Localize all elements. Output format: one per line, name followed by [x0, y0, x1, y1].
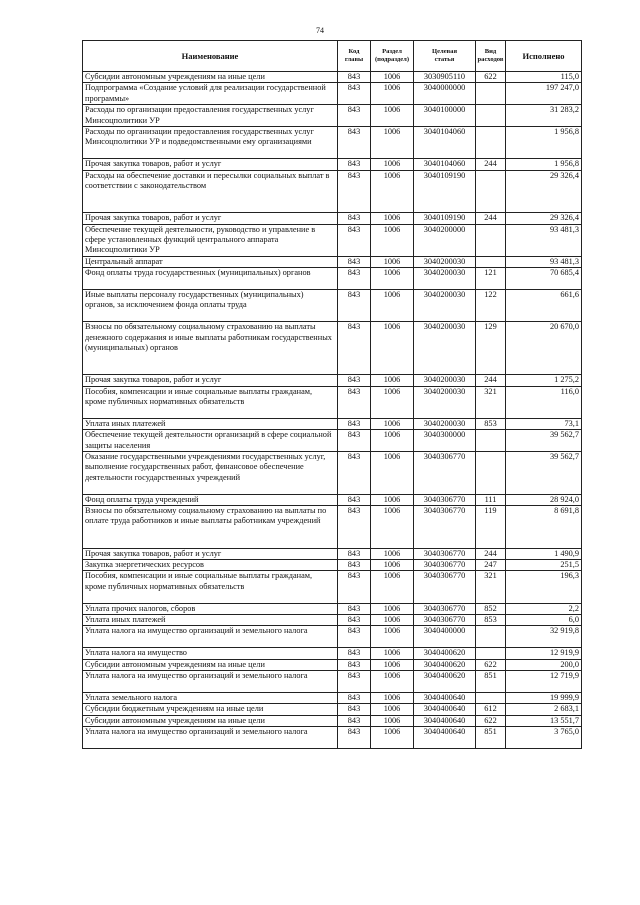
row-type — [476, 626, 506, 648]
row-target: 3040109190 — [414, 170, 476, 213]
row-name: Подпрограмма «Создание условий для реализации государственной программы» — [83, 83, 338, 105]
row-target: 3040400620 — [414, 671, 476, 693]
row-type — [476, 452, 506, 495]
table-row — [83, 548, 582, 559]
row-section: 1006 — [371, 506, 414, 549]
row-section: 1006 — [371, 290, 414, 322]
row-section: 1006 — [371, 105, 414, 127]
row-type: 244 — [476, 159, 506, 170]
table-row — [83, 418, 582, 429]
row-type: 122 — [476, 290, 506, 322]
table-row — [83, 715, 582, 726]
row-target: 3040306770 — [414, 452, 476, 495]
row-total: 19 999,9 — [506, 692, 582, 703]
row-section: 1006 — [371, 430, 414, 452]
row-code: 843 — [338, 560, 371, 571]
table-row — [83, 692, 582, 703]
row-name: Обеспечение текущей деятельности, руководство и управление в сфере установленных функций центрального аппарата Минсоцполитики УР — [83, 224, 338, 256]
row-code: 843 — [338, 256, 371, 267]
row-type: 244 — [476, 375, 506, 386]
table-row — [83, 375, 582, 386]
row-target: 3040400620 — [414, 659, 476, 670]
row-section: 1006 — [371, 452, 414, 495]
table-header — [83, 41, 582, 72]
row-total: 93 481,3 — [506, 224, 582, 256]
table-row — [83, 560, 582, 571]
row-name: Расходы по организации предоставления государственных услуг Минсоцполитики УР и подведомственными ему организациями — [83, 127, 338, 159]
row-name: Уплата налога на имущество организаций и земельного налога — [83, 626, 338, 648]
row-section: 1006 — [371, 159, 414, 170]
row-code: 843 — [338, 375, 371, 386]
row-name: Субсидии автономным учреждениям на иные цели — [83, 72, 338, 83]
row-type: 321 — [476, 571, 506, 603]
row-target: 3040200030 — [414, 418, 476, 429]
row-section: 1006 — [371, 418, 414, 429]
row-name: Расходы на обеспечение доставки и пересылки социальных выплат в соответствии с законодательством — [83, 170, 338, 213]
row-name: Взносы по обязательному социальному страхованию на выплаты по оплате труда работников и иные выплаты работникам учреждений — [83, 506, 338, 549]
table-row — [83, 571, 582, 603]
row-code: 843 — [338, 548, 371, 559]
header-name: Наименование — [83, 41, 338, 72]
row-section: 1006 — [371, 72, 414, 83]
row-name: Прочая закупка товаров, работ и услуг — [83, 159, 338, 170]
row-type: 612 — [476, 704, 506, 715]
table-row — [83, 268, 582, 290]
row-type: 321 — [476, 386, 506, 418]
row-section: 1006 — [371, 626, 414, 648]
header-code: Код главы — [338, 41, 371, 72]
row-code: 843 — [338, 83, 371, 105]
table-row — [83, 430, 582, 452]
row-target: 3040306770 — [414, 571, 476, 603]
table-row — [83, 671, 582, 693]
row-name: Уплата иных платежей — [83, 615, 338, 626]
row-target: 3040306770 — [414, 615, 476, 626]
row-section: 1006 — [371, 322, 414, 375]
row-type — [476, 692, 506, 703]
row-type: 851 — [476, 671, 506, 693]
row-name: Обеспечение текущей деятельности организаций в сфере социальной защиты населения — [83, 430, 338, 452]
row-target: 3030905110 — [414, 72, 476, 83]
row-type: 129 — [476, 322, 506, 375]
row-name: Прочая закупка товаров, работ и услуг — [83, 548, 338, 559]
row-target: 3040300000 — [414, 430, 476, 452]
row-code: 843 — [338, 386, 371, 418]
row-type: 247 — [476, 560, 506, 571]
row-name: Субсидии автономным учреждениям на иные цели — [83, 659, 338, 670]
row-total: 196,3 — [506, 571, 582, 603]
row-total: 28 924,0 — [506, 494, 582, 505]
row-code: 843 — [338, 648, 371, 659]
row-total: 2 683,1 — [506, 704, 582, 715]
table-row — [83, 506, 582, 549]
row-name: Субсидии автономным учреждениям на иные цели — [83, 715, 338, 726]
row-code: 843 — [338, 571, 371, 603]
row-total: 3 765,0 — [506, 727, 582, 749]
row-code: 843 — [338, 704, 371, 715]
row-code: 843 — [338, 692, 371, 703]
table-row — [83, 386, 582, 418]
row-target: 3040200000 — [414, 224, 476, 256]
table-row — [83, 256, 582, 267]
row-section: 1006 — [371, 659, 414, 670]
row-type: 851 — [476, 727, 506, 749]
row-target: 3040200030 — [414, 375, 476, 386]
row-target: 3040400000 — [414, 626, 476, 648]
row-total: 200,0 — [506, 659, 582, 670]
row-code: 843 — [338, 170, 371, 213]
row-total: 39 562,7 — [506, 430, 582, 452]
row-name: Уплата налога на имущество организаций и земельного налога — [83, 727, 338, 749]
row-section: 1006 — [371, 375, 414, 386]
row-code: 843 — [338, 615, 371, 626]
row-code: 843 — [338, 72, 371, 83]
header-target: Целевая статья — [414, 41, 476, 72]
table-row — [83, 615, 582, 626]
row-total: 8 691,8 — [506, 506, 582, 549]
row-name: Пособия, компенсации и иные социальные выплаты гражданам, кроме публичных нормативных обязательств — [83, 386, 338, 418]
row-code: 843 — [338, 418, 371, 429]
row-section: 1006 — [371, 727, 414, 749]
row-code: 843 — [338, 727, 371, 749]
row-type — [476, 430, 506, 452]
row-total: 20 670,0 — [506, 322, 582, 375]
row-target: 3040200030 — [414, 290, 476, 322]
row-section: 1006 — [371, 256, 414, 267]
row-code: 843 — [338, 506, 371, 549]
row-type: 853 — [476, 615, 506, 626]
row-name: Закупка энергетических ресурсов — [83, 560, 338, 571]
table-row — [83, 727, 582, 749]
row-type: 622 — [476, 659, 506, 670]
row-target: 3040109190 — [414, 213, 476, 224]
row-target: 3040100000 — [414, 105, 476, 127]
row-total: 39 562,7 — [506, 452, 582, 495]
table-row — [83, 290, 582, 322]
row-target: 3040306770 — [414, 548, 476, 559]
row-type — [476, 224, 506, 256]
row-name: Уплата земельного налога — [83, 692, 338, 703]
row-type: 622 — [476, 715, 506, 726]
row-section: 1006 — [371, 715, 414, 726]
table-row — [83, 626, 582, 648]
expenditure-table — [82, 40, 582, 749]
table-row — [83, 159, 582, 170]
header-section: Раздел (подраздел) — [371, 41, 414, 72]
row-target: 3040306770 — [414, 494, 476, 505]
row-total: 13 551,7 — [506, 715, 582, 726]
table-row — [83, 648, 582, 659]
row-section: 1006 — [371, 83, 414, 105]
row-total: 73,1 — [506, 418, 582, 429]
row-target: 3040200030 — [414, 386, 476, 418]
row-target: 3040200030 — [414, 268, 476, 290]
row-target: 3040104060 — [414, 159, 476, 170]
row-code: 843 — [338, 626, 371, 648]
table-row — [83, 83, 582, 105]
row-total: 115,0 — [506, 72, 582, 83]
row-total: 661,6 — [506, 290, 582, 322]
row-target: 3040306770 — [414, 506, 476, 549]
row-target: 3040200030 — [414, 256, 476, 267]
row-section: 1006 — [371, 615, 414, 626]
table-row — [83, 704, 582, 715]
row-code: 843 — [338, 213, 371, 224]
row-name: Уплата прочих налогов, сборов — [83, 603, 338, 614]
row-name: Иные выплаты персоналу государственных (муниципальных) органов, за исключением фонда оплаты труда — [83, 290, 338, 322]
table-row — [83, 224, 582, 256]
row-type — [476, 105, 506, 127]
row-target: 3040104060 — [414, 127, 476, 159]
row-section: 1006 — [371, 671, 414, 693]
row-type: 244 — [476, 548, 506, 559]
row-total: 1 956,8 — [506, 127, 582, 159]
row-total: 12 919,9 — [506, 648, 582, 659]
table-row — [83, 322, 582, 375]
row-code: 843 — [338, 494, 371, 505]
row-type: 852 — [476, 603, 506, 614]
row-code: 843 — [338, 159, 371, 170]
row-type: 622 — [476, 72, 506, 83]
row-total: 197 247,0 — [506, 83, 582, 105]
row-total: 93 481,3 — [506, 256, 582, 267]
row-name: Фонд оплаты труда государственных (муниципальных) органов — [83, 268, 338, 290]
row-name: Взносы по обязательному социальному страхованию на выплаты денежного содержания и иные выплаты работникам государственных (муниципальных) органов — [83, 322, 338, 375]
row-section: 1006 — [371, 213, 414, 224]
row-name: Прочая закупка товаров, работ и услуг — [83, 213, 338, 224]
row-target: 3040000000 — [414, 83, 476, 105]
row-type — [476, 83, 506, 105]
row-total: 29 326,4 — [506, 213, 582, 224]
row-target: 3040400640 — [414, 727, 476, 749]
row-total: 2,2 — [506, 603, 582, 614]
row-type — [476, 170, 506, 213]
row-total: 12 719,9 — [506, 671, 582, 693]
table-row — [83, 659, 582, 670]
table-row — [83, 452, 582, 495]
row-section: 1006 — [371, 170, 414, 213]
row-name: Оказание государственными учреждениями государственных услуг, выполнение государственных работ, финансовое обеспечение деятельности государственных учреждений — [83, 452, 338, 495]
row-total: 32 919,8 — [506, 626, 582, 648]
row-name: Прочая закупка товаров, работ и услуг — [83, 375, 338, 386]
row-code: 843 — [338, 452, 371, 495]
row-target: 3040400640 — [414, 692, 476, 703]
row-section: 1006 — [371, 704, 414, 715]
row-total: 116,0 — [506, 386, 582, 418]
row-code: 843 — [338, 127, 371, 159]
table-row — [83, 127, 582, 159]
row-name: Субсидии бюджетным учреждениям на иные цели — [83, 704, 338, 715]
row-type: 119 — [476, 506, 506, 549]
row-section: 1006 — [371, 268, 414, 290]
row-name: Уплата иных платежей — [83, 418, 338, 429]
row-name: Расходы по организации предоставления государственных услуг Минсоцполитики УР — [83, 105, 338, 127]
row-name: Пособия, компенсации и иные социальные выплаты гражданам, кроме публичных нормативных обязательств — [83, 571, 338, 603]
page-number: 74 — [316, 26, 324, 35]
table-row — [83, 494, 582, 505]
row-total: 251,5 — [506, 560, 582, 571]
table-row — [83, 105, 582, 127]
row-name: Уплата налога на имущество — [83, 648, 338, 659]
row-code: 843 — [338, 671, 371, 693]
row-target: 3040306770 — [414, 603, 476, 614]
row-target: 3040306770 — [414, 560, 476, 571]
row-target: 3040400620 — [414, 648, 476, 659]
row-target: 3040400640 — [414, 715, 476, 726]
row-type: 111 — [476, 494, 506, 505]
row-code: 843 — [338, 268, 371, 290]
row-section: 1006 — [371, 571, 414, 603]
header-type: Вид расходов — [476, 41, 506, 72]
table-row — [83, 170, 582, 213]
row-code: 843 — [338, 322, 371, 375]
row-total: 31 283,2 — [506, 105, 582, 127]
row-target: 3040200030 — [414, 322, 476, 375]
row-total: 1 275,2 — [506, 375, 582, 386]
table-row — [83, 213, 582, 224]
row-section: 1006 — [371, 127, 414, 159]
row-target: 3040400640 — [414, 704, 476, 715]
row-code: 843 — [338, 659, 371, 670]
row-section: 1006 — [371, 548, 414, 559]
row-code: 843 — [338, 430, 371, 452]
row-name: Фонд оплаты труда учреждений — [83, 494, 338, 505]
row-section: 1006 — [371, 386, 414, 418]
row-code: 843 — [338, 290, 371, 322]
row-code: 843 — [338, 224, 371, 256]
row-total: 6,0 — [506, 615, 582, 626]
row-name: Уплата налога на имущество организаций и земельного налога — [83, 671, 338, 693]
row-total: 70 685,4 — [506, 268, 582, 290]
row-section: 1006 — [371, 648, 414, 659]
row-type: 853 — [476, 418, 506, 429]
row-type: 244 — [476, 213, 506, 224]
row-type — [476, 127, 506, 159]
row-code: 843 — [338, 715, 371, 726]
row-code: 843 — [338, 105, 371, 127]
row-section: 1006 — [371, 494, 414, 505]
row-type — [476, 256, 506, 267]
table-body — [83, 72, 582, 749]
row-section: 1006 — [371, 224, 414, 256]
row-section: 1006 — [371, 560, 414, 571]
table-row — [83, 603, 582, 614]
row-name: Центральный аппарат — [83, 256, 338, 267]
row-code: 843 — [338, 603, 371, 614]
row-section: 1006 — [371, 692, 414, 703]
row-section: 1006 — [371, 603, 414, 614]
header-total: Исполнено — [506, 41, 582, 72]
row-total: 1 490,9 — [506, 548, 582, 559]
row-total: 1 956,8 — [506, 159, 582, 170]
table-row — [83, 72, 582, 83]
row-total: 29 326,4 — [506, 170, 582, 213]
row-type — [476, 648, 506, 659]
row-type: 121 — [476, 268, 506, 290]
